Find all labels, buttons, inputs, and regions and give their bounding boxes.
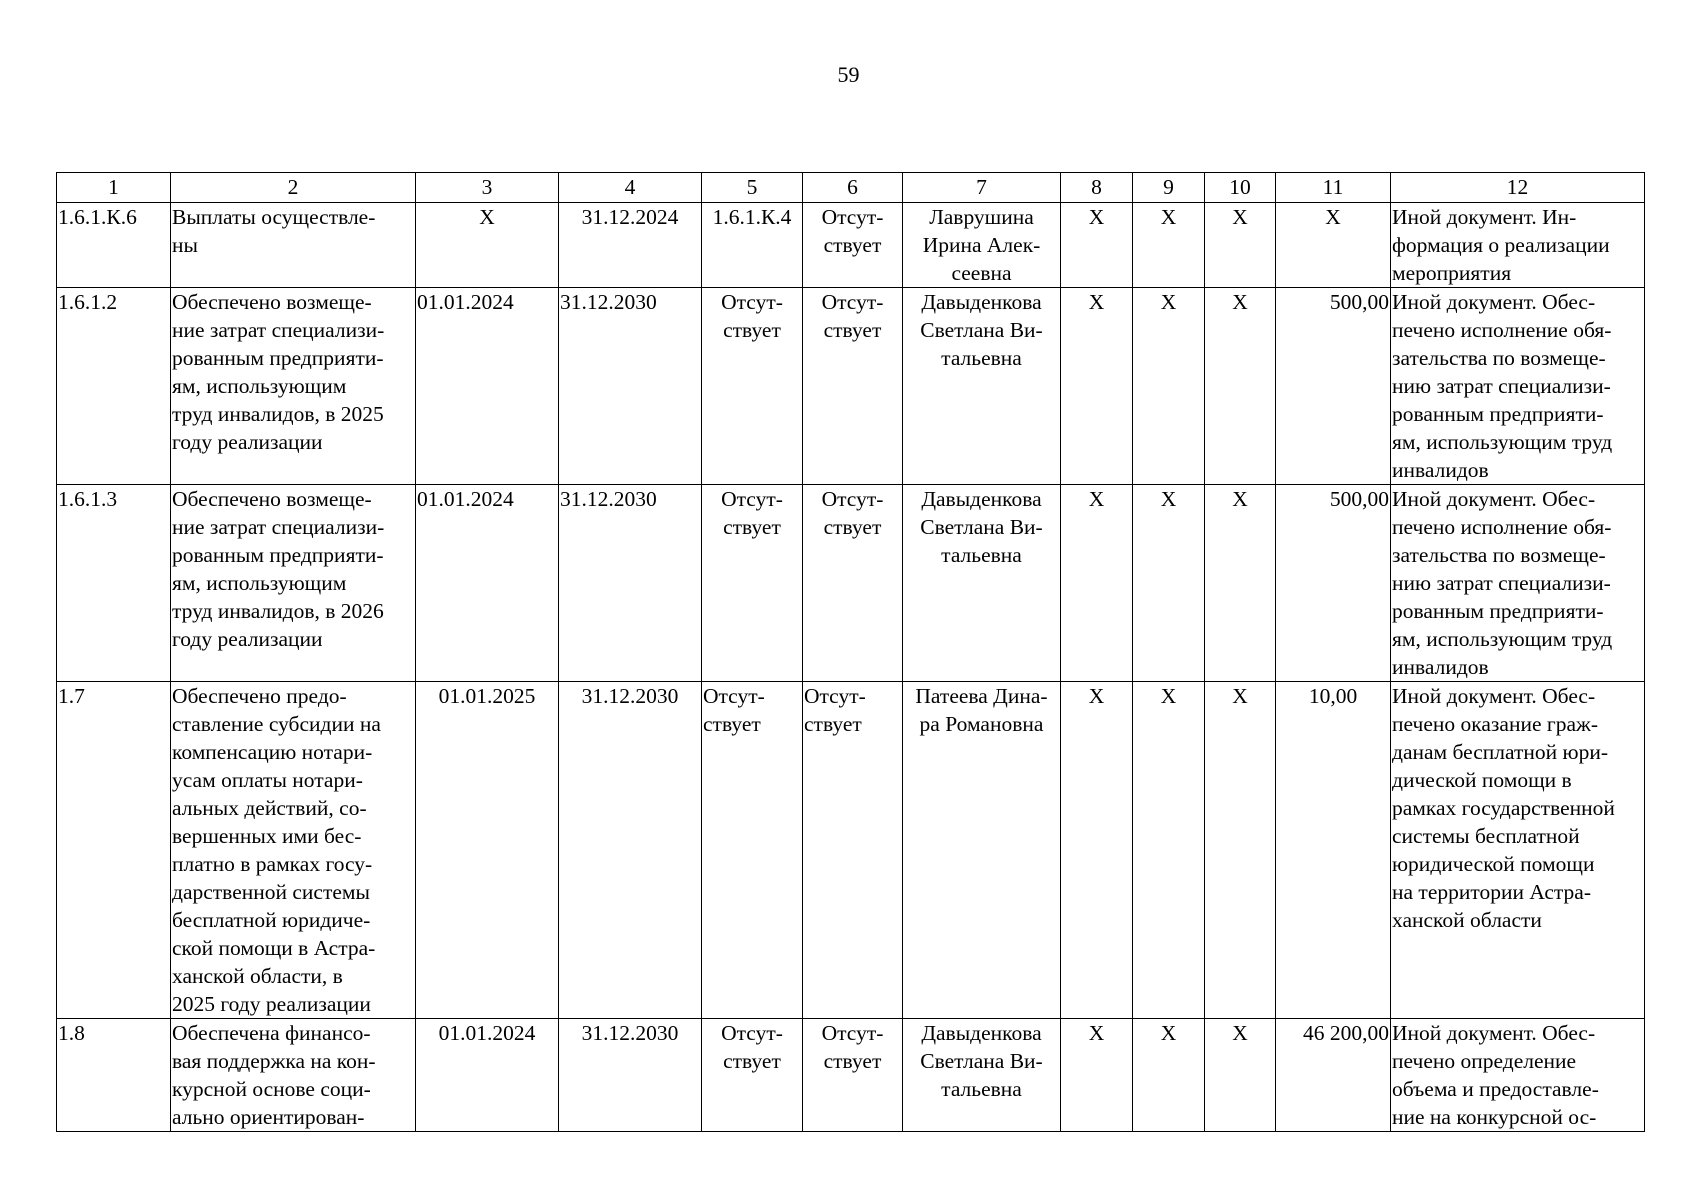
cell-col-8: Х <box>1061 485 1133 682</box>
page-number: 59 <box>837 62 860 87</box>
start-date: 01.01.2024 <box>416 1019 559 1132</box>
amount: 500,00 <box>1276 485 1391 682</box>
responsible-person: Давыденкова Светлана Ви- тальевна <box>903 288 1061 485</box>
end-date: 31.12.2030 <box>559 288 702 485</box>
start-date: 01.01.2024 <box>416 485 559 682</box>
column-header: 10 <box>1205 173 1276 203</box>
predecessor: 1.6.1.К.4 <box>702 203 803 288</box>
column-header: 7 <box>903 173 1061 203</box>
document-description: Иной документ. Обес- печено исполнение обя- зательства по возмеще- нию затрат специализи- рованным предприяти- ям, использующим труд инвалидов <box>1391 288 1645 485</box>
row-code: 1.8 <box>57 1019 171 1132</box>
responsible-person: Патеева Дина- ра Романовна <box>903 682 1061 1019</box>
column-header: 1 <box>57 173 171 203</box>
table-row <box>57 682 1645 1019</box>
amount: 500,00 <box>1276 288 1391 485</box>
result-name: Обеспечено возмеще- ние затрат специализи- рованным предприяти- ям, использующим труд инвалидов, в 2026 году реализации <box>171 485 416 682</box>
predecessor: Отсут- ствует <box>702 288 803 485</box>
column-header: 4 <box>559 173 702 203</box>
predecessor: Отсут- ствует <box>702 1019 803 1132</box>
plan-table <box>56 172 1645 1132</box>
start-date: Х <box>416 203 559 288</box>
responsible-person: Давыденкова Светлана Ви- тальевна <box>903 1019 1061 1132</box>
column-header: 5 <box>702 173 803 203</box>
cell-col-9: Х <box>1133 203 1205 288</box>
row-code: 1.6.1.2 <box>57 288 171 485</box>
successor: Отсут- ствует <box>803 288 903 485</box>
table-row <box>57 485 1645 682</box>
document-description: Иной документ. Обес- печено оказание граж- данам бесплатной юри- дической помощи в рамках государственной системы бесплатной юридической помощи на территории Астра- ханской области <box>1391 682 1645 1019</box>
document-description: Иной документ. Обес- печено исполнение обя- зательства по возмеще- нию затрат специализи- рованным предприяти- ям, использующим труд инвалидов <box>1391 485 1645 682</box>
result-name: Обеспечена финансо- вая поддержка на кон- курсной основе соци- ально ориентирован- <box>171 1019 416 1132</box>
end-date: 31.12.2030 <box>559 1019 702 1132</box>
document-description: Иной документ. Обес- печено определение объема и предоставле- ние на конкурсной ос- <box>1391 1019 1645 1132</box>
cell-col-9: Х <box>1133 485 1205 682</box>
result-name: Обеспечено возмеще- ние затрат специализи- рованным предприяти- ям, использующим труд инвалидов, в 2025 году реализации <box>171 288 416 485</box>
column-header: 8 <box>1061 173 1133 203</box>
start-date: 01.01.2025 <box>416 682 559 1019</box>
successor: Отсут- ствует <box>803 203 903 288</box>
table-row <box>57 203 1645 288</box>
end-date: 31.12.2030 <box>559 682 702 1019</box>
column-header: 11 <box>1276 173 1391 203</box>
end-date: 31.12.2024 <box>559 203 702 288</box>
column-number-row <box>57 173 1645 203</box>
predecessor: Отсут- ствует <box>702 485 803 682</box>
cell-col-8: Х <box>1061 203 1133 288</box>
successor: Отсут- ствует <box>803 485 903 682</box>
document-description: Иной документ. Ин- формация о реализации мероприятия <box>1391 203 1645 288</box>
amount: 46 200,00 <box>1276 1019 1391 1132</box>
cell-col-8: Х <box>1061 1019 1133 1132</box>
responsible-person: Давыденкова Светлана Ви- тальевна <box>903 485 1061 682</box>
column-header: 6 <box>803 173 903 203</box>
amount: Х <box>1276 203 1391 288</box>
cell-col-9: Х <box>1133 288 1205 485</box>
cell-col-9: Х <box>1133 682 1205 1019</box>
cell-col-10: Х <box>1205 1019 1276 1132</box>
predecessor: Отсут- ствует <box>702 682 803 1019</box>
row-code: 1.7 <box>57 682 171 1019</box>
cell-col-8: Х <box>1061 288 1133 485</box>
result-name: Выплаты осуществле- ны <box>171 203 416 288</box>
start-date: 01.01.2024 <box>416 288 559 485</box>
column-header: 9 <box>1133 173 1205 203</box>
amount: 10,00 <box>1276 682 1391 1019</box>
successor: Отсут- ствует <box>803 1019 903 1132</box>
column-header: 2 <box>171 173 416 203</box>
column-header: 3 <box>416 173 559 203</box>
cell-col-10: Х <box>1205 485 1276 682</box>
row-code: 1.6.1.К.6 <box>57 203 171 288</box>
result-name: Обеспечено предо- ставление субсидии на компенсацию нотари- усам оплаты нотари- альных действий, со- вершенных ими бес- платно в рамках госу- дарственной системы бесплатной юридиче- ской помощи в Астра- ханской области, в 2025 году реализации <box>171 682 416 1019</box>
table-row <box>57 288 1645 485</box>
end-date: 31.12.2030 <box>559 485 702 682</box>
cell-col-8: Х <box>1061 682 1133 1019</box>
column-header: 12 <box>1391 173 1645 203</box>
row-code: 1.6.1.3 <box>57 485 171 682</box>
successor: Отсут- ствует <box>803 682 903 1019</box>
cell-col-10: Х <box>1205 288 1276 485</box>
cell-col-9: Х <box>1133 1019 1205 1132</box>
cell-col-10: Х <box>1205 203 1276 288</box>
responsible-person: Лаврушина Ирина Алек- сеевна <box>903 203 1061 288</box>
table-row <box>57 1019 1645 1132</box>
cell-col-10: Х <box>1205 682 1276 1019</box>
